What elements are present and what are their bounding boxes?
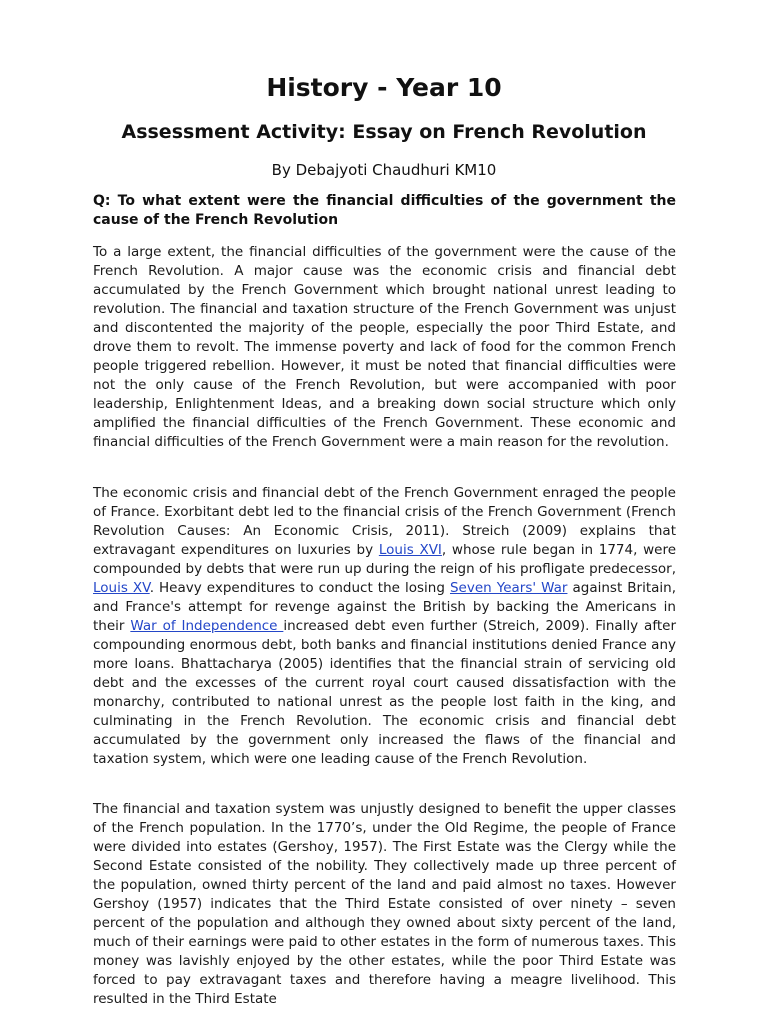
author-byline: By Debajyoti Chaudhuri KM10 bbox=[271, 161, 497, 179]
link-louis-xv[interactable]: Louis XV bbox=[93, 580, 150, 596]
paragraph-taxation-system: The financial and taxation system was unjustly designed to benefit the upper classes of the French population. In the 1770’s, under the Old Regime, the people of France were divided into estates (Gershoy, 1957). The First Estate was the Clergy while the Second Estate consisted of the nobility. They collectively made up three percent of the population, owned thirty percent of the land and paid almost no taxes. However Gershoy (1957) indicates that the Third Estate consisted of over ninety – seven percent of the population and although they owned about sixty percent of the land, much of their earnings were paid to other estates in the form of numerous taxes. This money was lavishly enjoyed by the other estates, while the poor Third Estate was forced to pay extravagant taxes and therefore having a meagre livelihood. This resulted in the Third Estate bbox=[93, 801, 676, 1007]
link-seven-years-war[interactable]: Seven Years' War bbox=[449, 580, 568, 596]
paragraph-text: , whose rule began in 1774, were compounded by debts that were run up during the reign of his profligate predecessor, bbox=[93, 542, 677, 577]
essay-question: Q: To what extent were the financial difficulties of the government the cause of the French Revolution bbox=[93, 193, 676, 228]
link-louis-xvi[interactable]: Louis XVI bbox=[378, 542, 442, 558]
link-war-of-independence[interactable]: War of Independence bbox=[130, 618, 284, 634]
paragraph-text: The economic crisis and financial debt of the French Government enraged the people of France. Exorbitant debt led to the financial crisis of the French Government (French Revolution Causes: An Economic Crisis, 2011). Streich (2009) explains that extravagant expenditures on luxuries by bbox=[93, 485, 676, 558]
paragraph-economic-crisis bbox=[93, 484, 676, 769]
paragraph-intro: To a large extent, the financial difficulties of the government were the cause of the French Revolution. A major cause was the economic crisis and financial debt accumulated by the French Government which brought national unrest leading to revolution. The financial and taxation structure of the French Government was unjust and discontented the majority of the people, especially the poor Third Estate, and drove them to revolt. The immense poverty and lack of food for the common French people triggered rebellion. However, it must be noted that financial difficulties were not the only cause of the French Revolution, but were accompanied with poor leadership, Enlightenment Ideas, and a breaking down social structure which only amplified the financial difficulties of the French Government. These economic and financial difficulties of the French Government were a main reason for the revolution. bbox=[93, 244, 676, 450]
paragraph-text: increased debt even further (Streich, 2009). Finally after compounding enormous debt, both banks and financial institutions denied France any more loans. Bhattacharya (2005) identifies that the financial strain of servicing old debt and the excesses of the current royal court caused dissatisfaction with the monarchy, contributed to national unrest as the people lost faith in the king, and culminating in the French Revolution. The economic crisis and financial debt accumulated by the government only increased the flaws of the financial and taxation system, which were one leading cause of the French Revolution. bbox=[93, 618, 676, 767]
paragraph-text: against Britain, and France's attempt for revenge against the British by backing the Americans in their bbox=[93, 580, 677, 634]
essay-subtitle: Assessment Activity: Essay on French Revolution bbox=[121, 121, 647, 143]
paragraph-text: . Heavy expenditures to conduct the losing bbox=[149, 580, 450, 596]
page-title: History - Year 10 bbox=[266, 73, 502, 102]
